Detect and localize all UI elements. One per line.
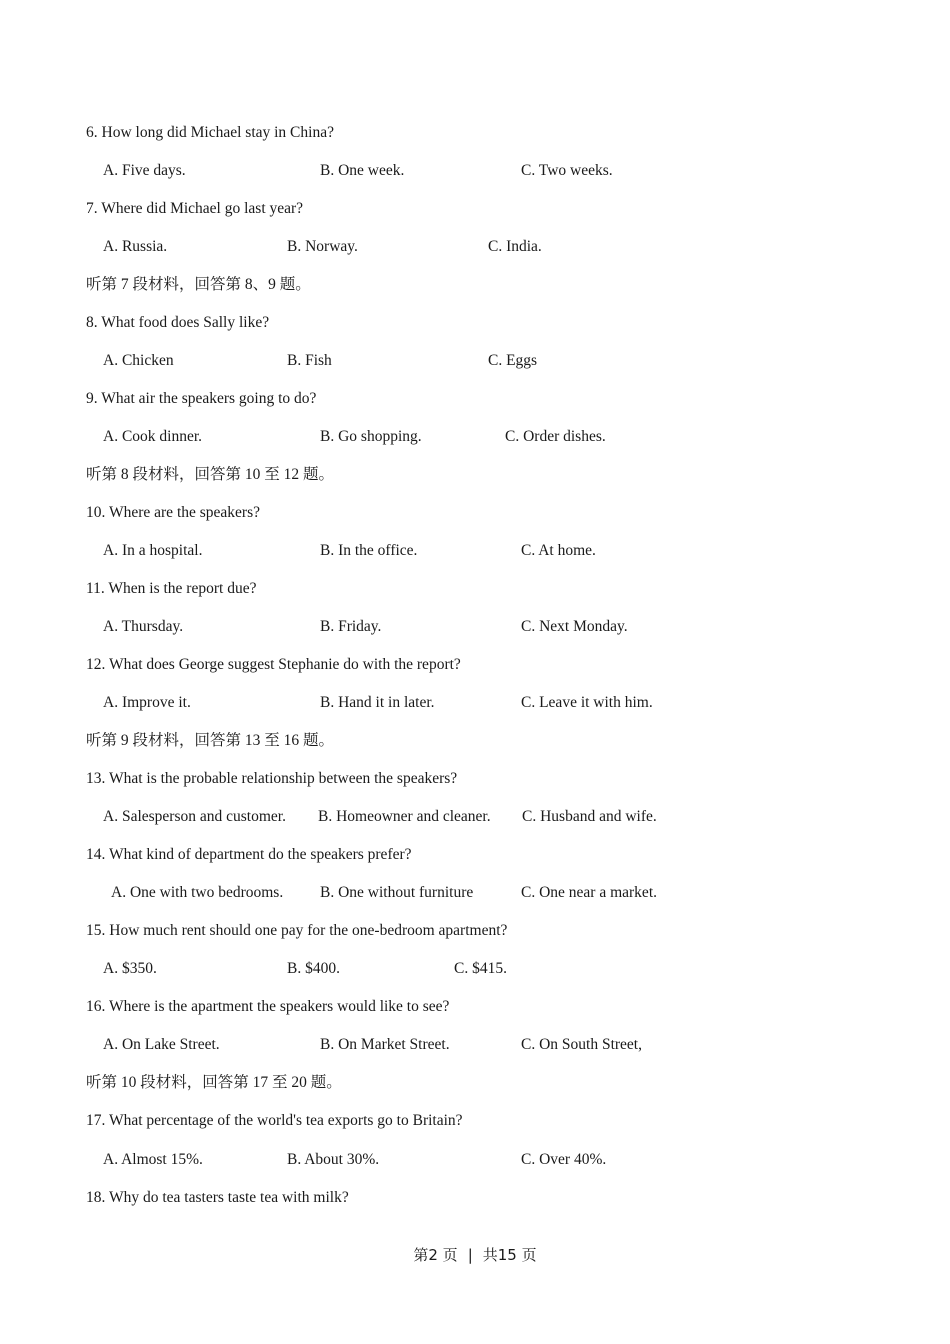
question-11: 11. When is the report due?	[86, 580, 257, 597]
option-c: C. Two weeks.	[521, 162, 613, 179]
option-c: C. Husband and wife.	[522, 808, 657, 825]
question-14: 14. What kind of department do the speakers prefer?	[86, 846, 412, 863]
option-a: A. Salesperson and customer.	[103, 808, 286, 825]
option-c: C. At home.	[521, 542, 596, 559]
option-c: C. India.	[488, 238, 542, 255]
option-b: B. Norway.	[287, 238, 358, 255]
option-b: B. On Market Street.	[320, 1036, 450, 1053]
option-a: A. One with two bedrooms.	[111, 884, 284, 901]
option-c: C. Next Monday.	[521, 618, 628, 635]
option-b: B. Friday.	[320, 618, 382, 635]
section-heading-9: 听第 9 段材料，回答第 13 至 16 题。	[86, 732, 335, 749]
option-a: A. Almost 15%.	[103, 1151, 203, 1168]
option-b: B. About 30%.	[287, 1151, 380, 1168]
option-b: B. Homeowner and cleaner.	[318, 808, 491, 825]
question-15: 15. How much rent should one pay for the one-bedroom apartment?	[86, 922, 508, 939]
section-heading-7: 听第 7 段材料，回答第 8、9 题。	[86, 276, 311, 293]
section-heading-10: 听第 10 段材料，回答第 17 至 20 题。	[86, 1074, 342, 1091]
option-c: C. $415.	[454, 960, 507, 977]
question-9: 9. What air the speakers going to do?	[86, 390, 317, 407]
question-10: 10. Where are the speakers?	[86, 504, 260, 521]
question-13: 13. What is the probable relationship between the speakers?	[86, 770, 458, 787]
option-b: B. One week.	[320, 162, 405, 179]
option-a: A. Cook dinner.	[103, 428, 203, 445]
question-18: 18. Why do tea tasters taste tea with milk?	[86, 1189, 349, 1206]
question-17: 17. What percentage of the world's tea exports go to Britain?	[86, 1112, 463, 1129]
option-b: B. $400.	[287, 960, 340, 977]
question-12: 12. What does George suggest Stephanie do with the report?	[86, 656, 461, 673]
option-a: A. Thursday.	[103, 618, 184, 635]
option-b: B. In the office.	[320, 542, 418, 559]
option-c: C. Eggs	[488, 352, 538, 369]
option-b: B. Fish	[287, 352, 332, 369]
option-a: A. Improve it.	[103, 694, 191, 711]
question-7: 7. Where did Michael go last year?	[86, 200, 304, 217]
page-separator: |	[467, 1246, 473, 1264]
option-c: C. Leave it with him.	[521, 694, 653, 711]
option-b: B. Go shopping.	[320, 428, 422, 445]
page-number-current: 第2 页	[413, 1246, 458, 1264]
option-a: A. Five days.	[103, 162, 186, 179]
page-number-total: 共15 页	[482, 1246, 537, 1264]
option-a: A. Chicken	[103, 352, 174, 369]
option-c: C. One near a market.	[521, 884, 657, 901]
option-a: A. $350.	[103, 960, 157, 977]
option-c: C. Order dishes.	[505, 428, 606, 445]
question-8: 8. What food does Sally like?	[86, 314, 270, 331]
option-b: B. Hand it in later.	[320, 694, 435, 711]
page-footer	[0, 1244, 950, 1265]
option-a: A. Russia.	[103, 238, 168, 255]
option-a: A. In a hospital.	[103, 542, 203, 559]
option-c: C. On South Street,	[521, 1036, 642, 1053]
question-16: 16. Where is the apartment the speakers would like to see?	[86, 998, 450, 1015]
option-a: A. On Lake Street.	[103, 1036, 220, 1053]
section-heading-8: 听第 8 段材料，回答第 10 至 12 题。	[86, 466, 335, 483]
option-c: C. Over 40%.	[521, 1151, 607, 1168]
question-6: 6. How long did Michael stay in China?	[86, 124, 334, 141]
option-b: B. One without furniture	[320, 884, 474, 901]
